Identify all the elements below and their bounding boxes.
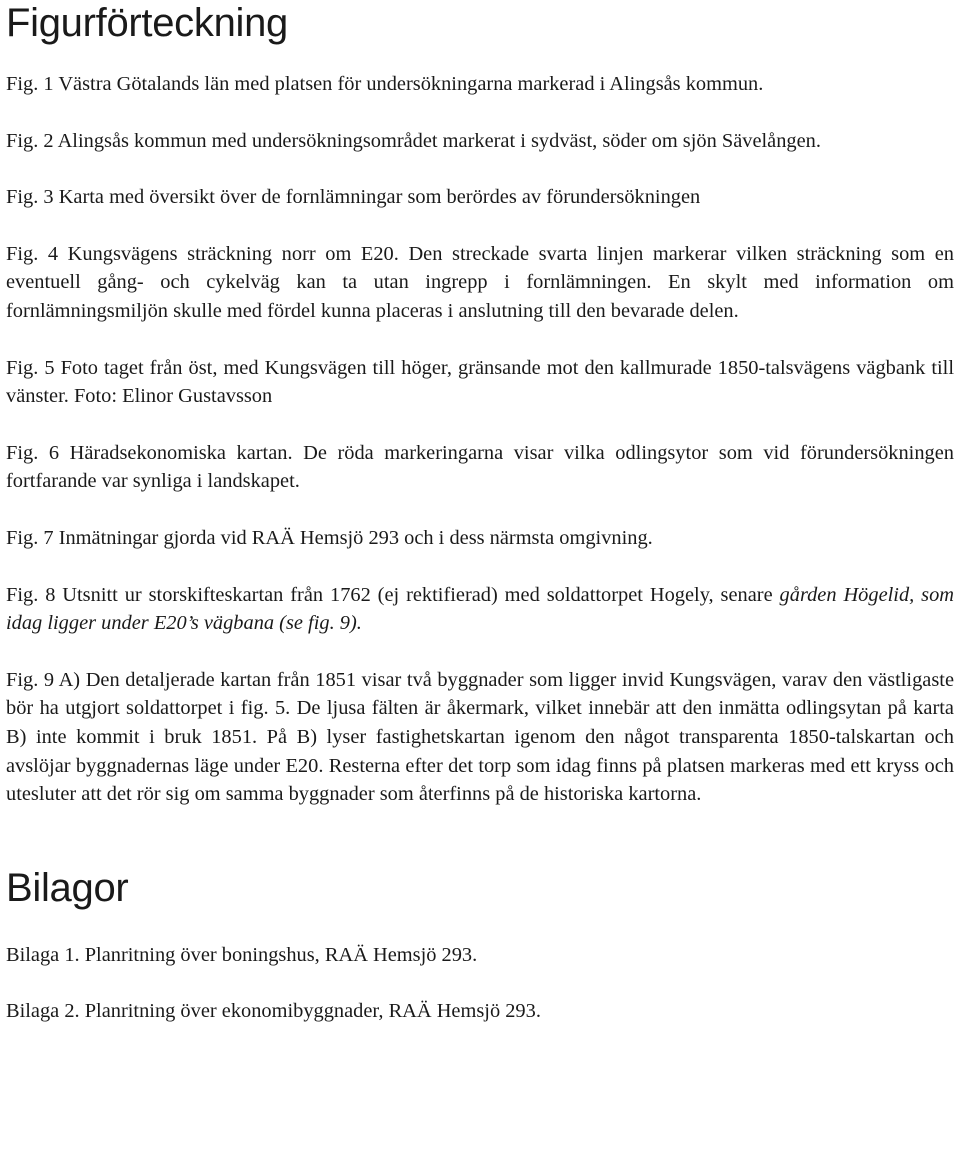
figure-caption-7: Fig. 7 Inmätningar gjorda vid RAÄ Hemsjö 293 och i dess närmsta omgivning. [6,526,653,549]
figure-caption-6: Fig. 6 Häradsekonomiska kartan. De röda markeringarna visar vilka odlingsytor som vid förundersökningen fortfarande var synliga i landskapet. [6,441,954,493]
document-page [6,0,954,1026]
figure-caption-8-text: Fig. 8 Utsnitt ur storskifteskartan från 1762 (ej rektifierad) med soldattorpet Hogely, senare [6,583,780,606]
appendix-item-1: Bilaga 1. Planritning över boningshus, RAÄ Hemsjö 293. [6,943,478,966]
figure-caption-4: Fig. 4 Kungsvägens sträckning norr om E20. Den streckade svarta linjen markerar vilken sträckning som en eventuell gång- och cykelväg kan ta utan ingrepp i fornlämningen. En skylt med information om fornlämningsmiljön skulle med fördel kunna placeras i anslutning till den bevarade delen. [6,242,954,322]
figure-caption-8-italic: gården Högelid, som idag ligger under E20’s vägbana (se fig. 9). [6,583,955,635]
figure-caption-9: Fig. 9 A) Den detaljerade kartan från 1851 visar två byggnader som ligger invid Kungsvägen, varav den västligaste bör ha utgjort soldattorpet i fig. 5. De ljusa fälten är åkermark, vilket innebär att den inmätta odlingsytan på karta B) inte kommit i bruk 1851. På B) lyser fastighetskartan igenom den något transparenta 1850-talskartan och avslöjar byggnadernas läge under E20. Resterna efter det torp som idag finns på platsen markeras med ett kryss och utesluter att det rör sig om samma byggnader som återfinns på de historiska kartorna. [6,668,954,806]
figure-list-heading: Figurförteckning [6,1,288,45]
figure-caption-5: Fig. 5 Foto taget från öst, med Kungsvägen till höger, gränsande mot den kallmurade 1850-talsvägens vägbank till vänster. Foto: Elinor Gustavsson [6,356,954,408]
figure-caption-3: Fig. 3 Karta med översikt över de fornlämningar som berördes av förundersökningen [6,186,701,209]
appendix-item-2: Bilaga 2. Planritning över ekonomibyggnader, RAÄ Hemsjö 293. [6,1000,541,1023]
appendix-list-heading: Bilagor [6,865,129,910]
figure-caption-1: Fig. 1 Västra Götalands län med platsen för undersökningarna markerad i Alingsås kommun. [6,73,764,95]
figure-caption-2: Fig. 2 Alingsås kommun med undersökningsområdet markerat i sydväst, söder om sjön Sävelången. [6,129,821,152]
figure-caption-8 [6,581,954,638]
